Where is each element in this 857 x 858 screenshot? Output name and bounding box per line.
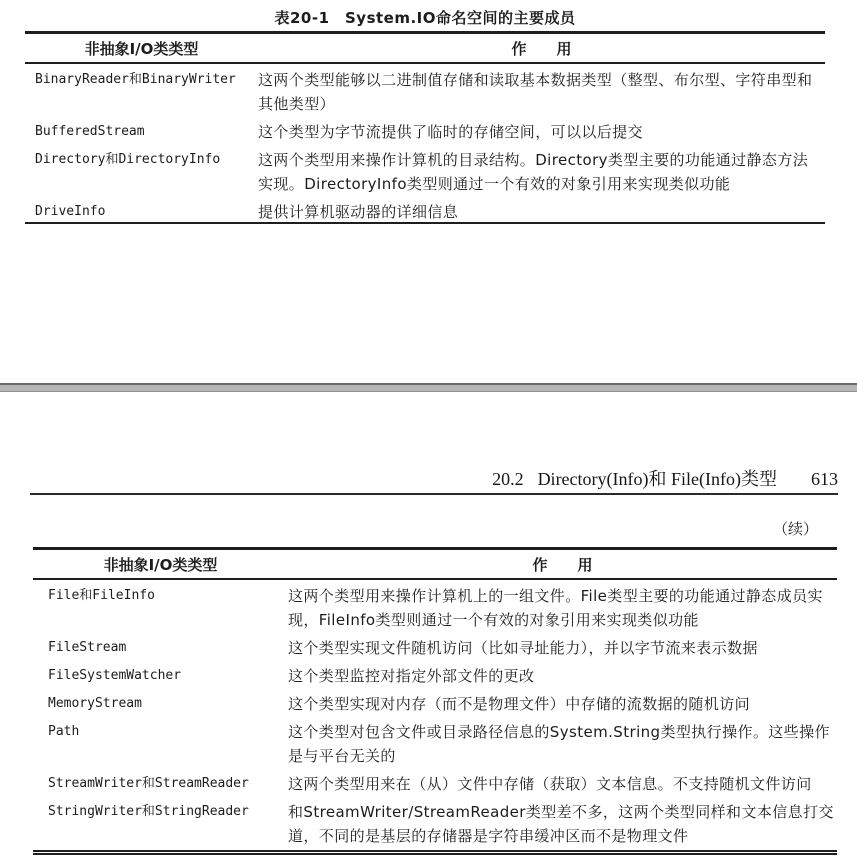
io-type-name: StringWriter和StringReader xyxy=(48,804,249,819)
page-divider-bar xyxy=(0,383,857,392)
io-type-description: 这个类型实现对内存（而不是物理文件）中存储的流数据的随机访问 xyxy=(288,695,751,713)
table-row xyxy=(33,798,837,850)
table-header-row xyxy=(25,34,825,64)
table-body xyxy=(25,64,825,226)
io-type-description: 这两个类型用来操作计算机上的一组文件。File类型主要的功能通过静态成员实现，FileInfo类型则通过一个有效的对象引用来实现类似功能 xyxy=(288,587,823,629)
table-row xyxy=(33,718,837,770)
column-header-purpose: 作 用 xyxy=(511,40,572,58)
io-type-description: 这个类型对包含文件或目录路径信息的System.String类型执行操作。这些操作是与平台无关的 xyxy=(288,723,830,765)
table-bottom-rule xyxy=(25,222,825,224)
io-type-description: 和StreamWriter/StreamReader类型差不多，这两个类型同样和文本信息打交道，不同的是基层的存储器是字符串缓冲区而不是物理文件 xyxy=(288,803,834,845)
table-header-row xyxy=(33,550,837,580)
running-head-rule xyxy=(30,493,838,495)
column-header-type: 非抽象I/O类类型 xyxy=(84,40,199,58)
io-type-description: 这两个类型用来操作计算机的目录结构。Directory类型主要的功能通过静态方法实现。DirectoryInfo类型则通过一个有效的对象引用来实现类似功能 xyxy=(258,151,809,193)
io-type-name: StreamWriter和StreamReader xyxy=(48,776,249,791)
io-type-name: MemoryStream xyxy=(48,696,142,711)
table-continued-label: （续） xyxy=(772,522,818,538)
io-type-name: BufferedStream xyxy=(35,124,145,139)
table-body xyxy=(33,580,837,850)
io-type-name: FileStream xyxy=(48,640,127,655)
io-type-name: DriveInfo xyxy=(35,204,106,219)
page-number: 613 xyxy=(811,469,838,489)
io-type-description: 这个类型为字节流提供了临时的存储空间，可以以后提交 xyxy=(258,123,644,141)
system-io-members-table-continued xyxy=(33,547,837,855)
running-head xyxy=(492,465,838,491)
io-type-description: 这个类型监控对指定外部文件的更改 xyxy=(288,667,535,685)
column-header-purpose: 作 用 xyxy=(532,556,593,574)
table-row xyxy=(33,662,837,690)
column-header-type: 非抽象I/O类类型 xyxy=(103,556,218,574)
io-type-name: File和FileInfo xyxy=(48,588,155,603)
table-caption: 表20-1 System.IO命名空间的主要成员 xyxy=(274,9,576,27)
table-row xyxy=(25,66,825,118)
table-row xyxy=(33,582,837,634)
io-type-description: 这两个类型用来在（从）文件中存储（获取）文本信息。不支持随机文件访问 xyxy=(288,775,812,793)
table-row xyxy=(33,770,837,798)
table-row xyxy=(33,634,837,662)
io-type-name: Path xyxy=(48,724,80,739)
io-type-name: Directory和DirectoryInfo xyxy=(35,152,221,167)
table-row xyxy=(33,690,837,718)
system-io-members-table xyxy=(25,31,825,226)
table-row xyxy=(25,118,825,146)
io-type-description: 这两个类型能够以二进制值存储和读取基本数据类型（整型、布尔型、字符串型和其他类型） xyxy=(258,71,813,113)
io-type-name: BinaryReader和BinaryWriter xyxy=(35,72,236,87)
io-type-description: 这个类型实现文件随机访问（比如寻址能力），并以字节流来表示数据 xyxy=(288,639,758,657)
section-title: Directory(Info)和 File(Info)类型 xyxy=(537,469,777,489)
io-type-name: FileSystemWatcher xyxy=(48,668,182,683)
io-type-description: 提供计算机驱动器的详细信息 xyxy=(258,203,459,221)
table-row xyxy=(25,146,825,198)
section-number: 20.2 xyxy=(492,469,524,489)
